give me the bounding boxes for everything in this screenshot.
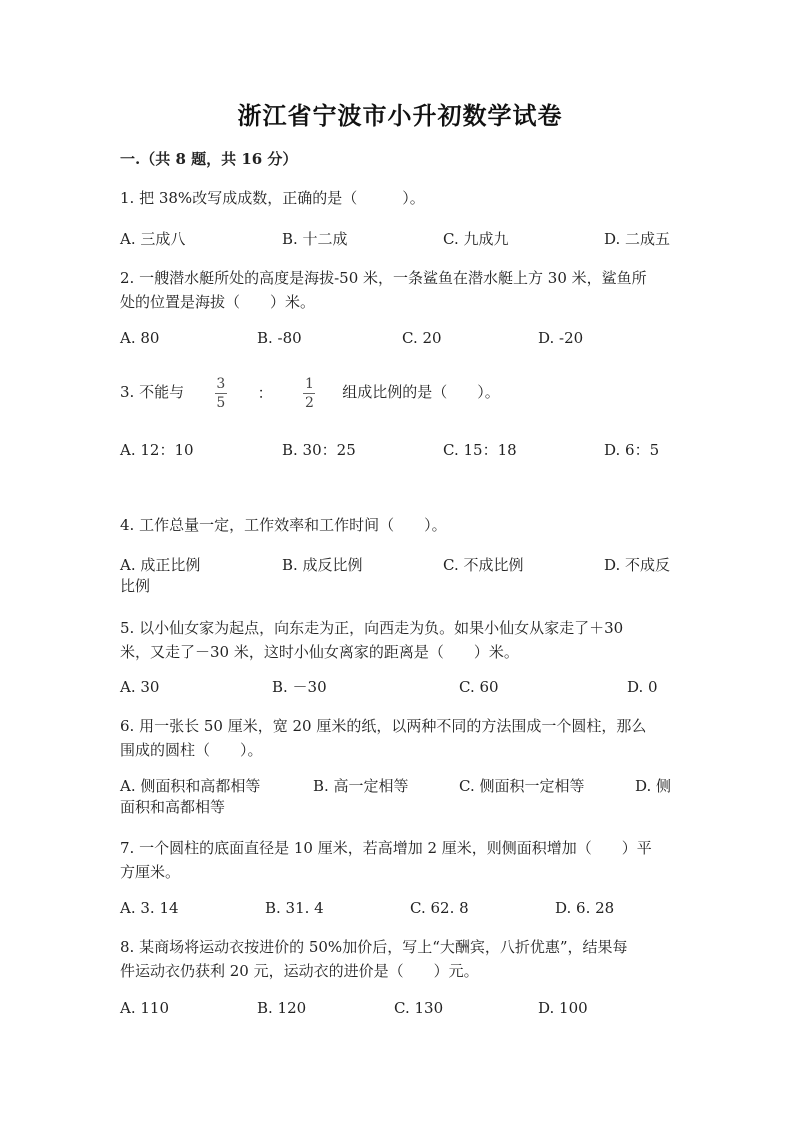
option-b: B. -80 <box>257 329 302 347</box>
question-6-options <box>120 774 682 798</box>
option-b: B. 成反比例 <box>282 556 363 574</box>
question-2-line-1: 2. 一艘潜水艇所处的高度是海拔-50 米，一条鲨鱼在潜水艇上方 30 米，鲨鱼所 <box>120 269 647 287</box>
question-3-prefix: 3. 不能与 <box>120 383 185 401</box>
question-8-line-1: 8. 某商场将运动衣按进价的 50%加价后，写上“大酬宾，八折优惠”，结果每 <box>120 938 628 956</box>
option-a: A. 12：10 <box>120 441 194 459</box>
question-5-line-2: 米，又走了－30 米，这时小仙女离家的距离是（ ）米。 <box>120 643 519 661</box>
option-d: D. 0 <box>627 678 658 696</box>
question-6-line-2: 围成的圆柱（ ）。 <box>120 741 263 759</box>
question-8-text <box>120 935 682 983</box>
question-8-options <box>120 996 682 1020</box>
option-a: A. 30 <box>120 678 160 696</box>
question-7-line-2: 方厘米。 <box>120 863 181 881</box>
option-c: C. 62. 8 <box>410 899 469 917</box>
option-d: D. 不成反 <box>604 556 671 574</box>
question-5-options <box>120 675 682 699</box>
option-d: D. 二成五 <box>604 230 671 248</box>
option-b: B. 31. 4 <box>265 899 324 917</box>
option-a: A. 三成八 <box>120 230 186 248</box>
option-b: B. 十二成 <box>282 230 348 248</box>
question-4-option-d-continued: 比例 <box>120 577 151 595</box>
option-b: B. 120 <box>257 999 307 1017</box>
option-c: C. 侧面积一定相等 <box>459 777 585 795</box>
option-c: C. 不成比例 <box>443 556 524 574</box>
question-3-options <box>120 438 682 462</box>
fraction-three-fifths: $\frac{3}{5}$ <box>216 375 226 411</box>
question-6-line-1: 6. 用一张长 50 厘米，宽 20 厘米的纸，以两种不同的方法围成一个圆柱，那么 <box>120 717 647 735</box>
question-2-text <box>120 266 682 314</box>
question-2-line-2: 处的位置是海拔（ ）米。 <box>120 293 316 311</box>
fraction-one-half: $\frac{1}{2}$ <box>304 375 314 411</box>
question-4-options <box>120 553 682 577</box>
question-1-text: 1. 把 38%改写成成数，正确的是（ ）。 <box>120 189 425 207</box>
question-7-text <box>120 836 682 884</box>
option-a: A. 侧面积和高都相等 <box>120 777 261 795</box>
option-d: D. 6：5 <box>604 441 660 459</box>
question-7-line-1: 7. 一个圆柱的底面直径是 10 厘米，若高增加 2 厘米，则侧面积增加（ ）平 <box>120 839 652 857</box>
question-3-text <box>120 374 682 411</box>
option-c: C. 九成九 <box>443 230 509 248</box>
option-b: B. 30：25 <box>282 441 356 459</box>
section-heading: 一.（共 8 题，共 16 分） <box>120 150 298 168</box>
question-1-options <box>120 227 682 251</box>
question-8-line-2: 件运动衣仍获利 20 元，运动衣的进价是（ ）元。 <box>120 962 479 980</box>
question-4-text: 4. 工作总量一定，工作效率和工作时间（ ）。 <box>120 516 447 534</box>
question-2-options <box>120 326 682 350</box>
question-6-text <box>120 714 682 762</box>
page-title: 浙江省宁波市小升初数学试卷 <box>237 101 563 130</box>
option-c: C. 20 <box>402 329 442 347</box>
option-a: A. 3. 14 <box>120 899 179 917</box>
question-6-option-d-continued: 面积和高都相等 <box>120 798 226 816</box>
option-d: D. 6. 28 <box>555 899 615 917</box>
question-3-suffix: 组成比例的是（ ）。 <box>342 383 500 401</box>
option-b: B. －30 <box>272 678 327 696</box>
option-d: D. 侧 <box>635 777 672 795</box>
question-5-text <box>120 616 682 664</box>
question-7-options <box>120 896 682 920</box>
option-d: D. -20 <box>538 329 584 347</box>
option-c: C. 15：18 <box>443 441 517 459</box>
option-a: A. 成正比例 <box>120 556 201 574</box>
option-d: D. 100 <box>538 999 588 1017</box>
option-c: C. 130 <box>394 999 444 1017</box>
option-a: A. 80 <box>120 329 160 347</box>
ratio-colon: ： <box>257 384 273 402</box>
question-5-line-1: 5. 以小仙女家为起点，向东走为正，向西走为负。如果小仙女从家走了＋30 <box>120 619 624 637</box>
option-c: C. 60 <box>459 678 499 696</box>
option-a: A. 110 <box>120 999 169 1017</box>
option-b: B. 高一定相等 <box>313 777 409 795</box>
